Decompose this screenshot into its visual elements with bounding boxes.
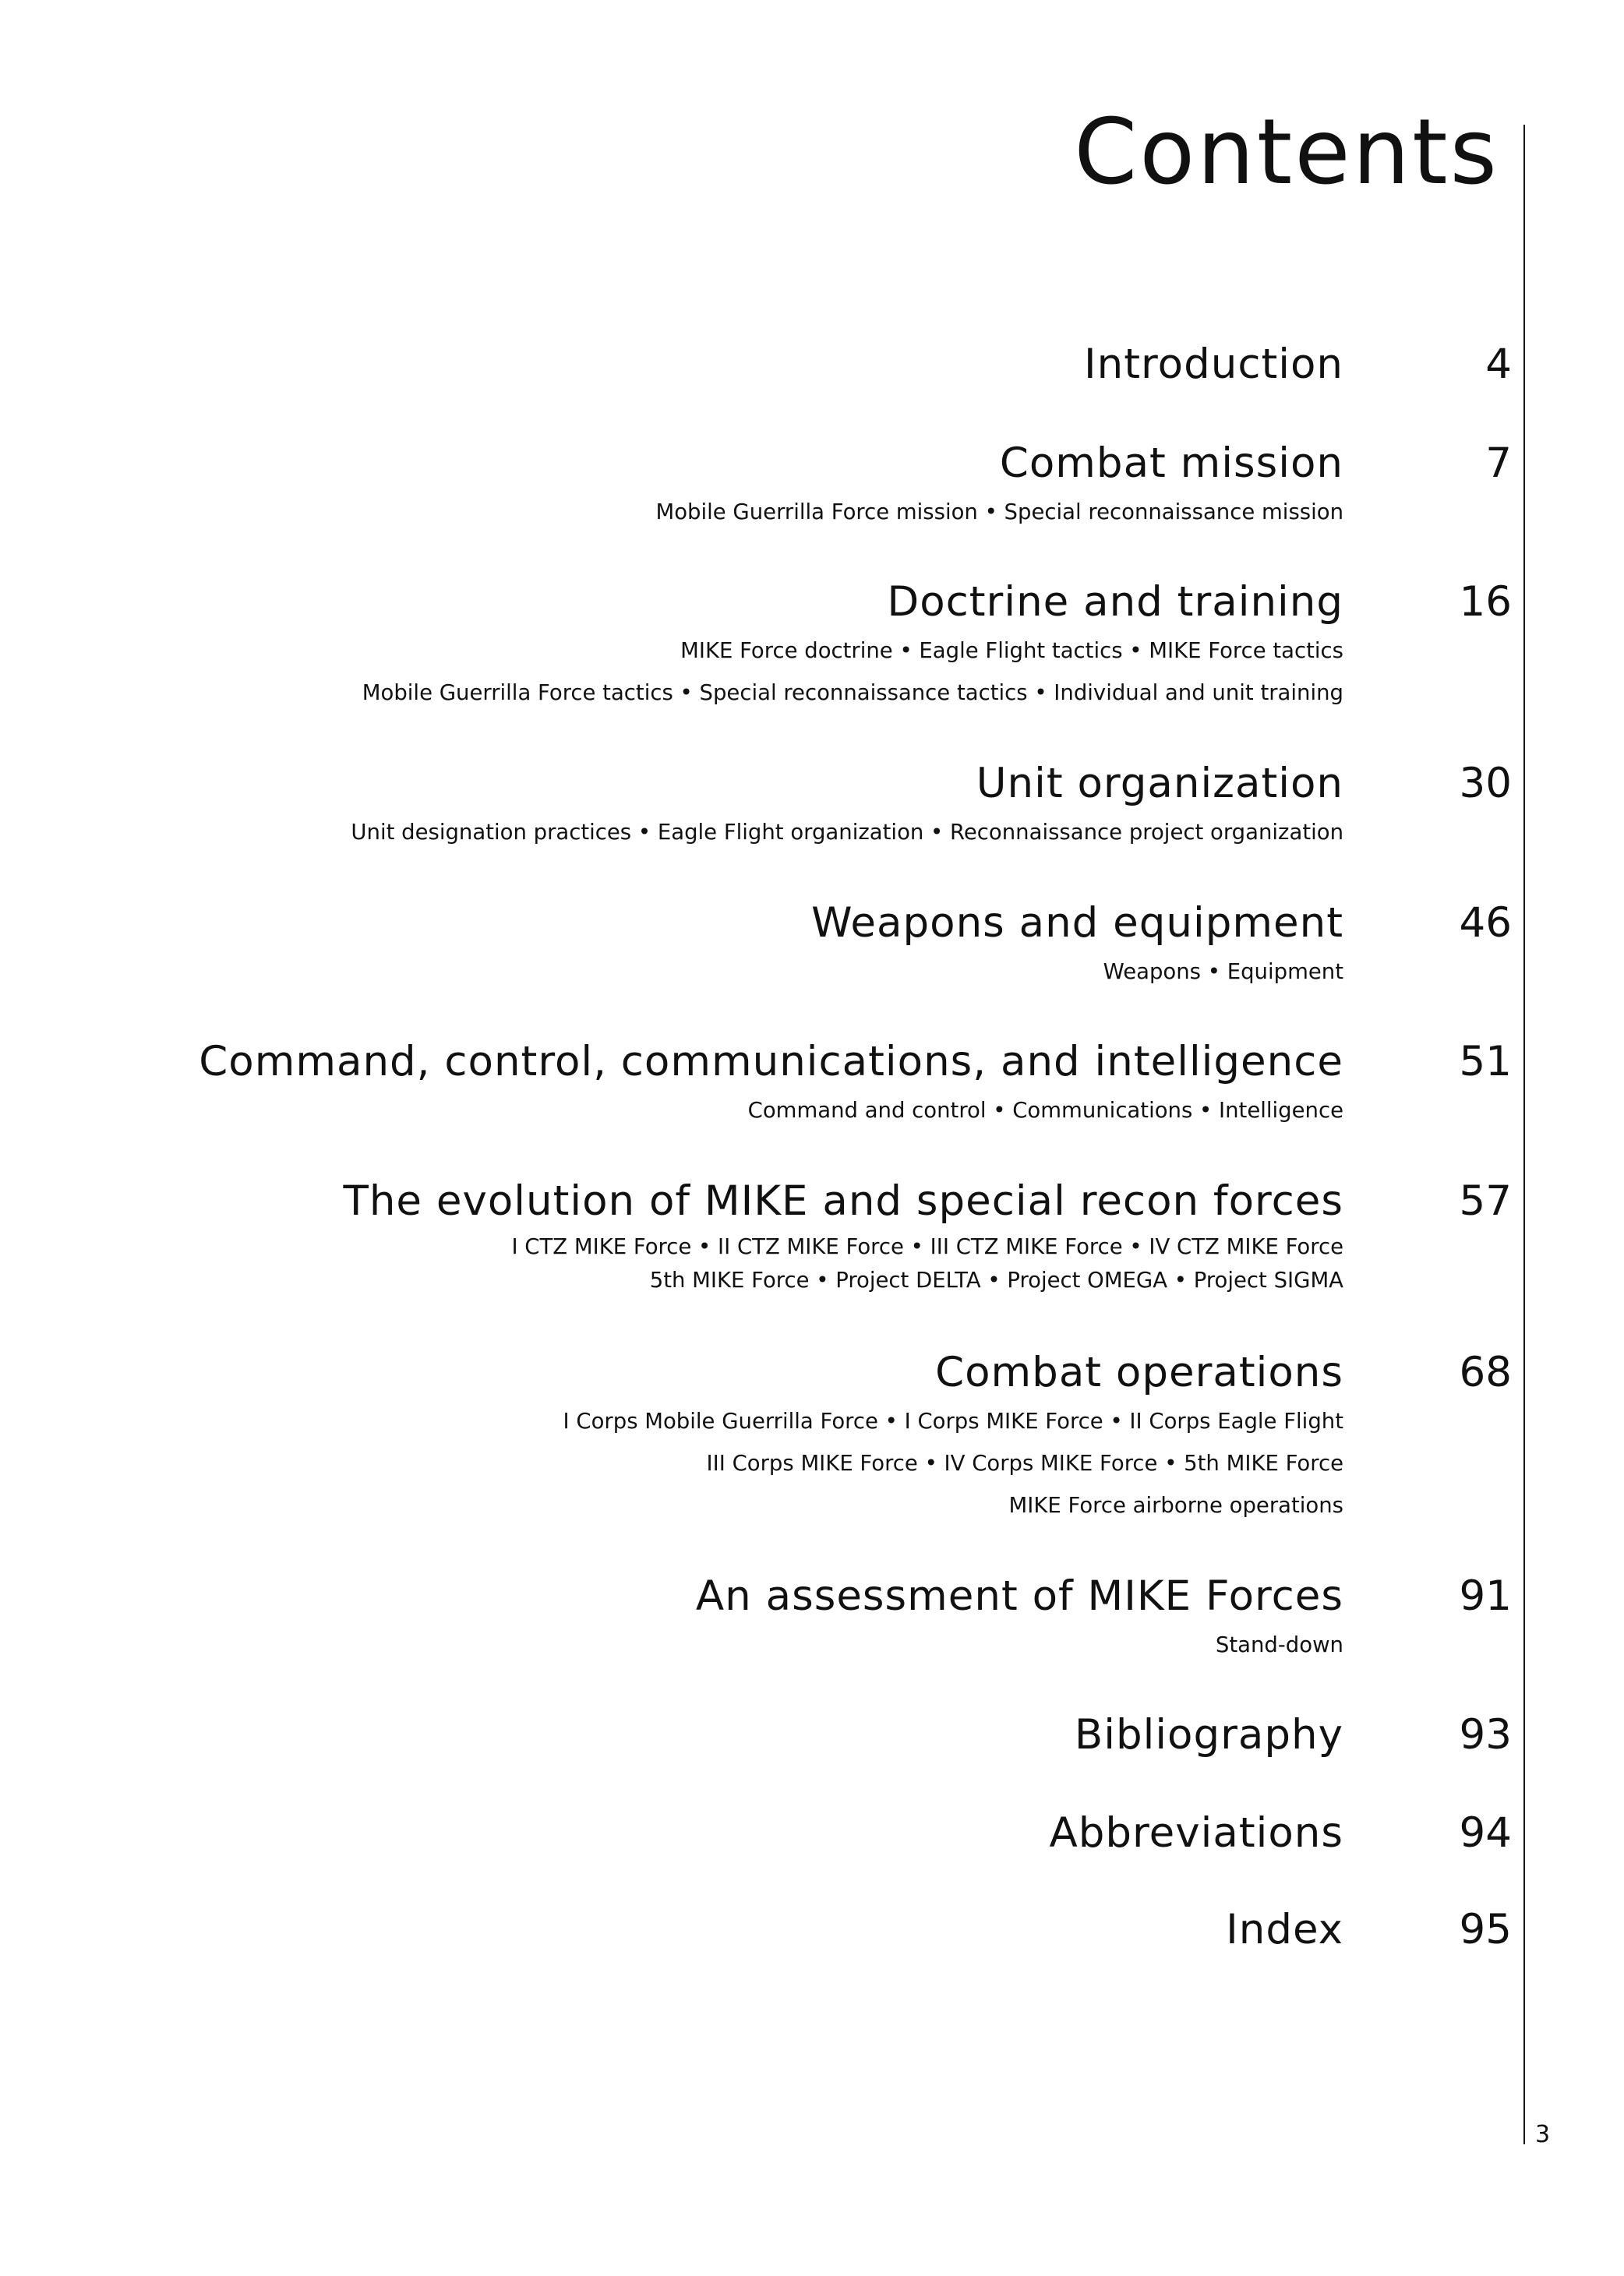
toc-page-number: 16: [1459, 578, 1512, 626]
toc-subtopic-line: 5th MIKE Force • Project DELTA • Project OMEGA • Project SIGMA: [649, 1268, 1343, 1293]
toc-page-number: 4: [1485, 341, 1512, 388]
toc-page-number: 57: [1459, 1177, 1512, 1225]
toc-subtopics: [1103, 951, 1343, 993]
toc-subtopics: [748, 1089, 1343, 1131]
toc-heading[interactable]: Weapons and equipment: [811, 899, 1343, 947]
toc-subtopics: [511, 1230, 1343, 1297]
toc-subtopic-line: III Corps MIKE Force • IV Corps MIKE Force • 5th MIKE Force: [706, 1451, 1343, 1476]
toc-heading[interactable]: Command, control, communications, and intelligence: [199, 1038, 1343, 1085]
toc-page-number: 91: [1459, 1572, 1512, 1620]
toc-subtopic-line: Command and control • Communications • Intelligence: [747, 1098, 1343, 1123]
toc-heading[interactable]: Index: [1226, 1906, 1343, 1953]
toc-heading[interactable]: An assessment of MIKE Forces: [695, 1572, 1343, 1620]
toc-subtopics: [563, 1400, 1343, 1526]
toc-heading[interactable]: Introduction: [1084, 341, 1343, 388]
toc-page-number: 51: [1459, 1038, 1512, 1085]
toc-heading[interactable]: Combat operations: [935, 1349, 1343, 1396]
toc-page-number: 94: [1459, 1809, 1512, 1857]
toc-subtopic-line: Unit designation practices • Eagle Flight organization • Reconnaissance project organization: [351, 820, 1343, 845]
toc-heading[interactable]: Unit organization: [976, 760, 1343, 807]
toc-subtopic-line: Mobile Guerrilla Force tactics • Special reconnaissance tactics • Individual and unit training: [362, 680, 1343, 705]
vertical-rule: [1523, 125, 1525, 2144]
toc-subtopic-line: I CTZ MIKE Force • II CTZ MIKE Force • III CTZ MIKE Force • IV CTZ MIKE Force: [511, 1234, 1343, 1259]
toc-page-number: 30: [1459, 760, 1512, 807]
toc-subtopics: [351, 811, 1343, 853]
toc-subtopic-line: MIKE Force doctrine • Eagle Flight tactics • MIKE Force tactics: [680, 638, 1343, 663]
toc-heading[interactable]: Combat mission: [999, 439, 1343, 487]
toc-heading[interactable]: The evolution of MIKE and special recon forces: [343, 1177, 1343, 1225]
toc-page-number: 93: [1459, 1711, 1512, 1759]
toc-page-number: 7: [1485, 439, 1512, 487]
toc-page-number: 46: [1459, 899, 1512, 947]
toc-subtopics: [1216, 1624, 1343, 1666]
toc-page-number: 68: [1459, 1349, 1512, 1396]
toc-heading[interactable]: Abbreviations: [1049, 1809, 1343, 1857]
toc-subtopic-line: I Corps Mobile Guerrilla Force • I Corps MIKE Force • II Corps Eagle Flight: [563, 1409, 1343, 1434]
toc-page-number: 95: [1459, 1906, 1512, 1953]
toc-subtopics: [362, 630, 1343, 714]
toc-subtopic-line: MIKE Force airborne operations: [1008, 1493, 1343, 1518]
toc-subtopics: [655, 491, 1343, 533]
toc-subtopic-line: Weapons • Equipment: [1103, 959, 1343, 984]
toc-heading[interactable]: Bibliography: [1074, 1711, 1343, 1759]
toc-subtopic-line: Stand-down: [1215, 1632, 1343, 1657]
toc-subtopic-line: Mobile Guerrilla Force mission • Special reconnaissance mission: [655, 499, 1343, 524]
page-title: Contents: [1074, 100, 1499, 205]
toc-heading[interactable]: Doctrine and training: [887, 578, 1343, 626]
page-folio: 3: [1535, 2121, 1551, 2148]
